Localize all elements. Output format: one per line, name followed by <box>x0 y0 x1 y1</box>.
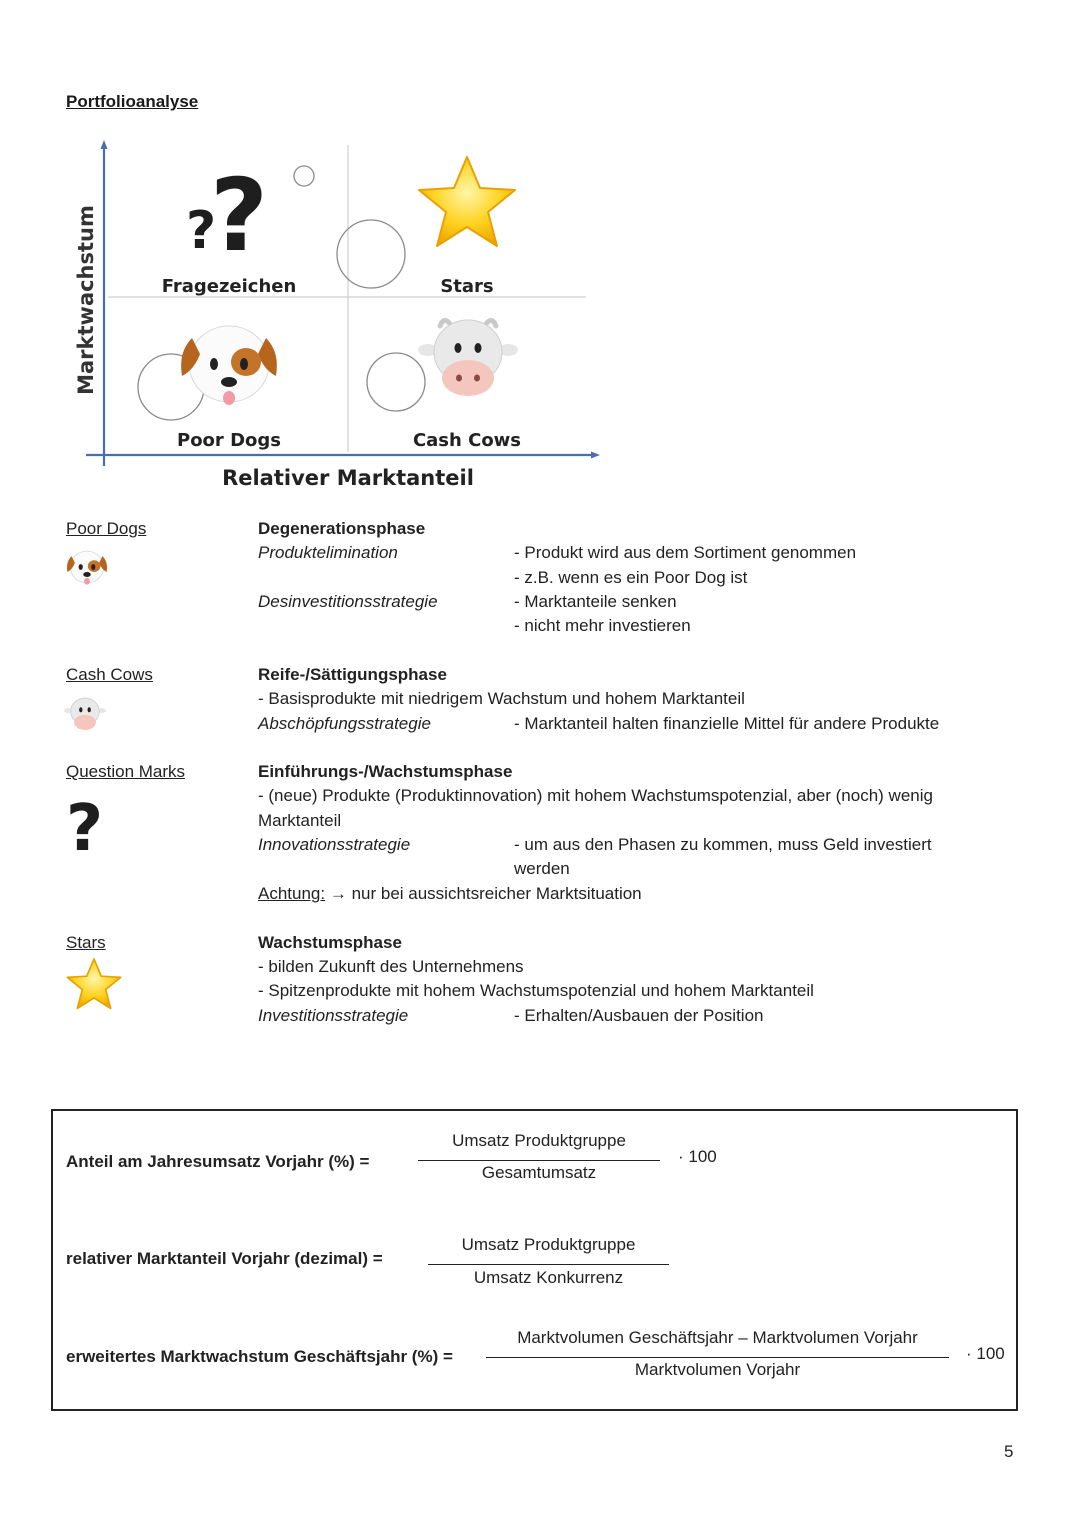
section-name-question-marks: Question Marks <box>66 762 186 781</box>
cow-icon <box>418 312 518 404</box>
strategy-poor-dogs-1: Produktelimination <box>258 543 398 562</box>
note-text: → nur bei aussichtsreicher Marktsituation <box>329 884 642 903</box>
page-title: Portfolioanalyse <box>66 92 199 111</box>
formula-denominator-marktwachstum: Marktvolumen Vorjahr <box>634 1360 801 1379</box>
section-name-poor-dogs: Poor Dogs <box>66 519 147 538</box>
strategy-question-marks: Innovationsstrategie <box>258 835 411 854</box>
strategy-poor-dogs-2: Desinvestitionsstrategie <box>258 592 438 611</box>
quadrant-label-cash-cows: Cash Cows <box>412 430 522 451</box>
x-axis-arrow <box>591 452 600 459</box>
portfolio-matrix <box>0 0 620 500</box>
strategy-cash-cows: Abschöpfungsstrategie <box>258 714 431 733</box>
formula-numerator-jahresumsatz: Umsatz Produktgruppe <box>452 1131 626 1150</box>
question-mark-icon <box>180 166 280 266</box>
star-icon <box>413 154 521 250</box>
section-name-cash-cows: Cash Cows <box>66 665 153 684</box>
point-poor-dogs-4: - nicht mehr investieren <box>514 616 691 635</box>
desc-question-marks-2: Marktanteil <box>258 811 342 830</box>
dog-icon <box>174 318 284 410</box>
formula-numerator-marktwachstum: Marktvolumen Geschäftsjahr – Marktvolumen Vorjahr <box>517 1328 918 1347</box>
formula-factor-jahresumsatz: · 100 <box>678 1147 717 1166</box>
quadrant-label-stars: Stars <box>440 276 494 297</box>
phase-poor-dogs: Degenerationsphase <box>258 519 426 538</box>
point-poor-dogs-2: - z.B. wenn es ein Poor Dog ist <box>514 568 748 587</box>
formula-factor-marktwachstum: · 100 <box>966 1344 1005 1363</box>
formula-label-jahresumsatz: Anteil am Jahresumsatz Vorjahr (%) = <box>66 1152 370 1171</box>
page-number: 5 <box>1004 1442 1014 1461</box>
phase-stars: Wachstumsphase <box>258 933 402 952</box>
cow-icon <box>64 694 106 734</box>
strategy-stars: Investitionsstrategie <box>258 1006 409 1025</box>
dog-icon <box>64 546 110 588</box>
point-question-marks-1: - um aus den Phasen zu kommen, muss Geld investiert <box>514 835 932 854</box>
desc-stars-1: - bilden Zukunft des Unternehmens <box>258 957 524 976</box>
fraction-bar <box>486 1357 949 1358</box>
decor-circle <box>367 353 425 411</box>
quadrant-label-poor-dogs: Poor Dogs <box>177 430 281 451</box>
fraction-bar <box>428 1264 669 1265</box>
svg-text:?: ? <box>210 166 269 266</box>
formula-label-marktanteil: relativer Marktanteil Vorjahr (dezimal) = <box>66 1249 383 1268</box>
y-axis-arrow <box>101 140 108 149</box>
decor-circle <box>294 166 314 186</box>
formula-denominator-marktanteil: Umsatz Konkurrenz <box>473 1268 624 1287</box>
formula-label-marktwachstum: erweitertes Marktwachstum Geschäftsjahr (%) = <box>66 1347 453 1366</box>
x-axis-label: Relativer Marktanteil <box>222 466 474 490</box>
phase-cash-cows: Reife-/Sättigungsphase <box>258 665 447 684</box>
note-question-marks <box>258 884 642 904</box>
desc-stars-2: - Spitzenprodukte mit hohem Wachstumspotenzial und hohem Marktanteil <box>258 981 814 1000</box>
svg-text:?: ? <box>186 201 217 261</box>
point-question-marks-2: werden <box>514 859 570 878</box>
desc-question-marks-1: - (neue) Produkte (Produktinnovation) mit hohem Wachstumspotenzial, aber (noch) wenig <box>258 786 933 805</box>
y-axis-label: Marktwachstum <box>74 205 98 395</box>
note-label: Achtung: <box>258 884 326 903</box>
point-cash-cows: - Marktanteil halten finanzielle Mittel für andere Produkte <box>514 714 940 733</box>
star-icon <box>64 955 124 1013</box>
point-poor-dogs-1: - Produkt wird aus dem Sortiment genommen <box>514 543 857 562</box>
point-stars: - Erhalten/Ausbauen der Position <box>514 1006 764 1025</box>
quadrant-label-fragezeichen: Fragezeichen <box>161 276 297 297</box>
formula-numerator-marktanteil: Umsatz Produktgruppe <box>461 1235 636 1254</box>
svg-text:?: ? <box>66 792 104 856</box>
phase-question-marks: Einführungs-/Wachstumsphase <box>258 762 513 781</box>
formula-denominator-jahresumsatz: Gesamtumsatz <box>481 1163 597 1182</box>
point-poor-dogs-3: - Marktanteile senken <box>514 592 677 611</box>
question-mark-icon <box>64 790 108 856</box>
fraction-bar <box>418 1160 660 1161</box>
desc-cash-cows: - Basisprodukte mit niedrigem Wachstum und hohem Marktanteil <box>258 689 745 708</box>
section-name-stars: Stars <box>66 933 106 952</box>
